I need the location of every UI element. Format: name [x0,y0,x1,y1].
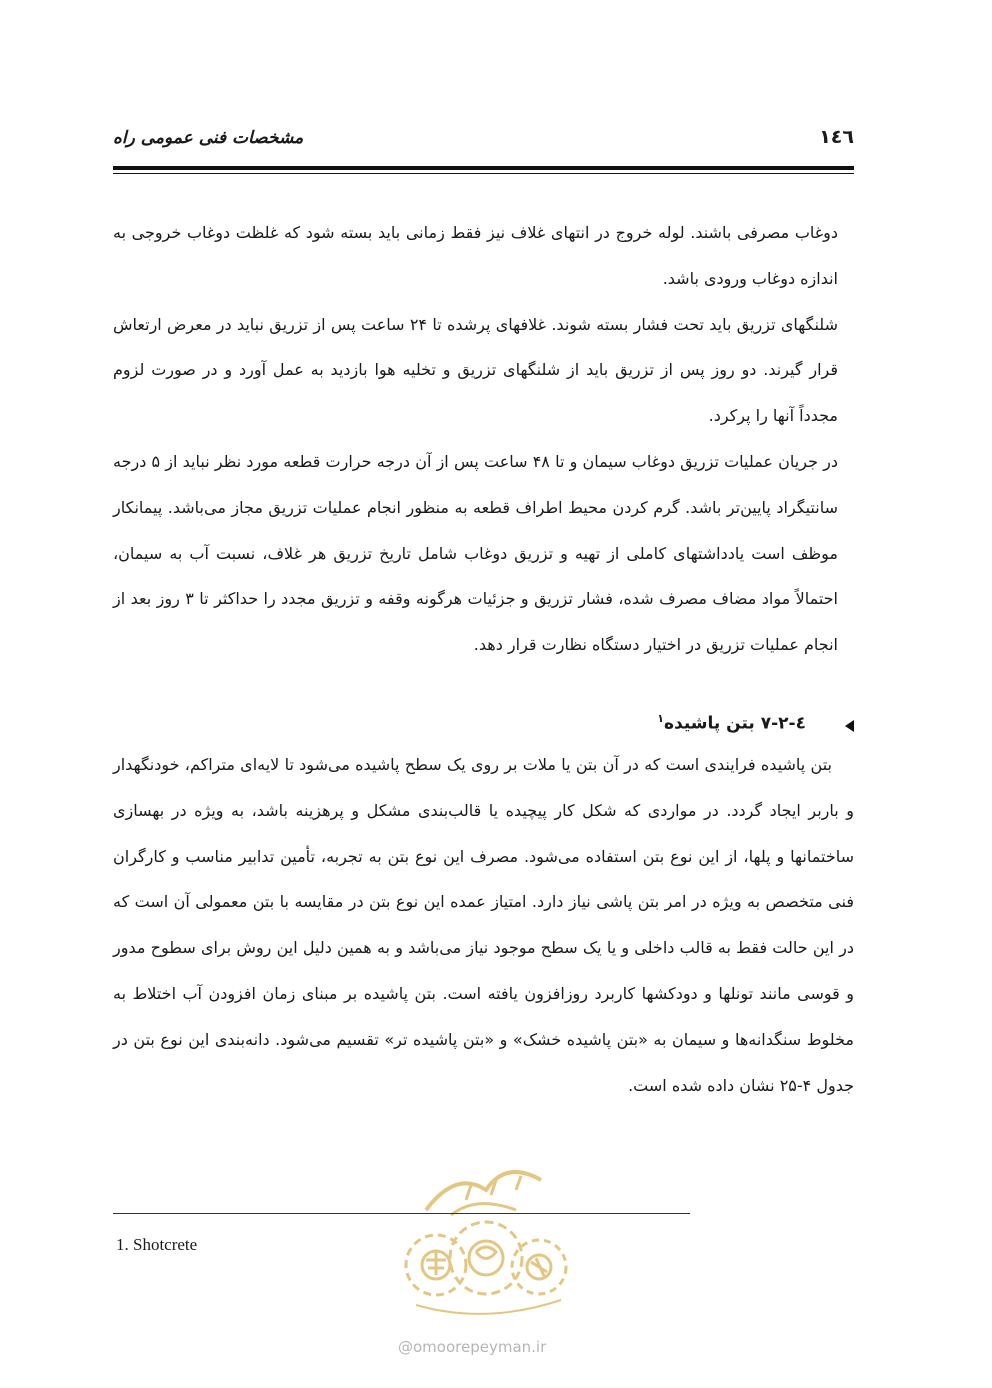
watermark-url: @omoorepeyman.ir [398,1338,547,1356]
section-heading-label: ٤-۷-۲ بتن پاشیده [663,713,806,734]
paragraph: دوغاب مصرفی باشند. لوله خروج در انتهای غلاف نیز فقط زمانی باید بسته شود که غلظت دوغاب خروجی به اندازه دوغاب ورودی باشد. [113,223,838,288]
header-rule-thin [113,173,854,174]
section-heading-text [657,712,806,734]
footnote-rule [113,1213,690,1214]
footnote: 1. Shotcrete [116,1235,198,1254]
paragraph: بتن پاشیده فرایندی است که در آن بتن یا ملات بر روی یک سطح پاشیده می‌شود تا لایه‌ای متراکم، خودنگهدار و باربر ایجاد گردد. در مواردی که شکل کار پیچیده یا قالب‌بندی مشکل و پرهزینه باشد، به ویژه در بهسازی ساختمانها و پلها، از این نوع بتن استفاده می‌شود. مصرف این نوع بتن به تجربه، تأمین تدابیر مناسب و کارگران فنی متخصص به ویژه در امر بتن پاشی نیاز دارد. امتیاز عمده این نوع بتن در مقایسه با بتن معمولی آن است که در این حالت فقط به قالب داخلی و یا یک سطح موجود نیاز می‌باشد و به همین دلیل این روش برای سطوح مدور و قوسی مانند تونلها و دودکشها کاربرد روزافزون یافته است. بتن پاشیده بر مبنای زمان افزودن آب اختلاط به مخلوط سنگدانه‌ها و سیمان به «بتن پاشیده خشک» و «بتن پاشیده تر» تقسیم می‌شود. دانه‌بندی این نوع بتن در جدول ۴-۲۵ نشان داده شده است. [113,755,854,1095]
triangle-bullet-icon [845,720,854,732]
watermark-logo-icon [376,1140,596,1340]
running-header [113,128,854,158]
header-title: مشخصات فنی عمومی راه [113,128,304,148]
footnote-marker: ۱ [657,712,664,725]
header-rule-thick [113,166,854,170]
paragraph: در جریان عملیات تزریق دوغاب سیمان و تا ۴۸ ساعت پس از آن درجه حرارت قطعه مورد نظر نباید از ۵ درجه سانتیگراد پایین‌تر باشد. گرم کردن محیط اطراف قطعه به منظور انجام عملیات تزریق مجاز می‌باشد. پیمانکار موظف است یادداشتهای کاملی از تهیه و تزریق دوغاب شامل تاریخ تزریق هر غلاف، نسبت آب به سیمان، احتمالاً مواد مضاف مصرف شده، فشار تزریق و جزئیات هرگونه وقفه و تزریق مجدد را حداکثر تا ۳ روز بعد از انجام عملیات تزریق در اختیار دستگاه نظارت قرار دهد. [113,451,839,655]
body-text-upper [113,210,838,668]
page-number: ۱٤٦ [819,126,854,148]
paragraph: شلنگهای تزریق باید تحت فشار بسته شوند. غلافهای پرشده تا ۲۴ ساعت پس از تزریق نباید در معرض ارتعاش قرار گیرند. دو روز پس از تزریق باید از شلنگهای تزریق و تخلیه هوا بازدید به عمل آورد و در صورت لزوم مجدداً آنها را پرکرد. [113,314,839,426]
body-text-lower [113,742,854,1108]
